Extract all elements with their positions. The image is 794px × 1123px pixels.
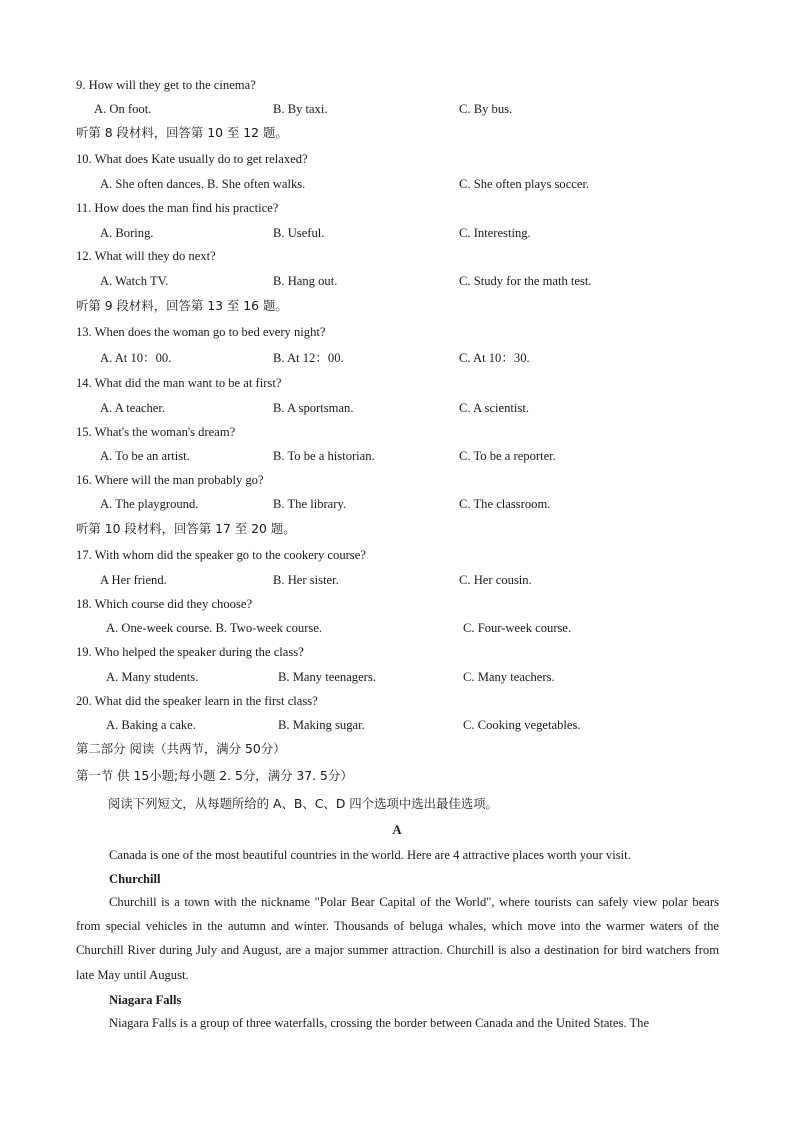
question-16: 16. Where will the man probably go? bbox=[76, 473, 264, 487]
paragraph-niagara bbox=[76, 1011, 719, 1035]
q13-option-c: C. At 10：30. bbox=[459, 351, 530, 365]
section-one-title: 第一节 供 15小题;每小题 2. 5分，满分 37. 5分） bbox=[76, 768, 353, 783]
q18-option-c: C. Four-week course. bbox=[463, 621, 572, 635]
q9-option-b: B. By taxi. bbox=[273, 102, 328, 116]
q19-option-b: B. Many teenagers. bbox=[278, 670, 376, 684]
q16-option-b: B. The library. bbox=[273, 497, 347, 511]
q9-option-c: C. By bus. bbox=[459, 102, 513, 116]
question-12: 12. What will they do next? bbox=[76, 249, 216, 263]
q15-option-a: A. To be an artist. bbox=[100, 449, 190, 463]
q19-option-c: C. Many teachers. bbox=[463, 670, 555, 684]
question-13: 13. When does the woman go to bed every night? bbox=[76, 325, 326, 339]
q13-option-b: B. At 12：00. bbox=[273, 351, 344, 365]
q11-option-b: B. Useful. bbox=[273, 226, 325, 240]
part-two-title: 第二部分 阅读（共两节，满分 50分） bbox=[76, 741, 286, 756]
q11-option-a: A. Boring. bbox=[100, 226, 154, 240]
q20-option-b: B. Making sugar. bbox=[278, 718, 365, 732]
q12-option-c: C. Study for the math test. bbox=[459, 274, 592, 288]
question-11: 11. How does the man find his practice? bbox=[76, 201, 279, 215]
q14-option-b: B. A sportsman. bbox=[273, 401, 354, 415]
question-9: 9. How will they get to the cinema? bbox=[76, 78, 256, 92]
q13-option-a: A. At 10：00. bbox=[100, 351, 172, 365]
passage-intro: Canada is one of the most beautiful countries in the world. Here are 4 attractive places worth your visit. bbox=[109, 848, 631, 862]
q10-option-c: C. She often plays soccer. bbox=[459, 177, 590, 191]
paragraph-churchill bbox=[76, 890, 719, 987]
q9-option-a: A. On foot. bbox=[94, 102, 152, 116]
heading-churchill: Churchill bbox=[109, 872, 161, 886]
q12-option-b: B. Hang out. bbox=[273, 274, 338, 288]
q20-option-c: C. Cooking vegetables. bbox=[463, 718, 581, 732]
q20-option-a: A. Baking a cake. bbox=[106, 718, 196, 732]
passage-label: A bbox=[392, 823, 402, 837]
q10-option-ab: A. She often dances. B. She often walks. bbox=[100, 177, 306, 191]
q15-option-b: B. To be a historian. bbox=[273, 449, 375, 463]
question-18: 18. Which course did they choose? bbox=[76, 597, 253, 611]
q17-option-c: C. Her cousin. bbox=[459, 573, 532, 587]
question-20: 20. What did the speaker learn in the first class? bbox=[76, 694, 318, 708]
section-10-instruction: 听第 10 段材料，回答第 17 至 20 题。 bbox=[76, 521, 296, 536]
q14-option-c: C. A scientist. bbox=[459, 401, 529, 415]
churchill-text: Churchill is a town with the nickname "Polar Bear Capital of the World", where tourists can safely view polar bears from special vehicles in the autumn and winter. Thousands of beluga whales, which move into the warmer waters of the Churchill River during July and August, are a major summer attraction. Churchill is also a destination for bird watchers from late May until August. bbox=[76, 895, 719, 982]
q11-option-c: C. Interesting. bbox=[459, 226, 531, 240]
q16-option-c: C. The classroom. bbox=[459, 497, 551, 511]
heading-niagara: Niagara Falls bbox=[109, 993, 182, 1007]
question-14: 14. What did the man want to be at first? bbox=[76, 376, 282, 390]
q19-option-a: A. Many students. bbox=[106, 670, 199, 684]
q14-option-a: A. A teacher. bbox=[100, 401, 166, 415]
q15-option-c: C. To be a reporter. bbox=[459, 449, 556, 463]
q16-option-a: A. The playground. bbox=[100, 497, 199, 511]
question-19: 19. Who helped the speaker during the class? bbox=[76, 645, 304, 659]
section-9-instruction: 听第 9 段材料，回答第 13 至 16 题。 bbox=[76, 298, 288, 313]
question-17: 17. With whom did the speaker go to the cookery course? bbox=[76, 548, 366, 562]
section-8-instruction: 听第 8 段材料，回答第 10 至 12 题。 bbox=[76, 125, 288, 140]
q12-option-a: A. Watch TV. bbox=[100, 274, 169, 288]
question-15: 15. What's the woman's dream? bbox=[76, 425, 236, 439]
reading-instruction: 阅读下列短文，从每题所给的 A、B、C、D 四个选项中选出最佳选项。 bbox=[108, 796, 498, 811]
niagara-text: Niagara Falls is a group of three waterfalls, crossing the border between Canada and the United States. The bbox=[109, 1016, 650, 1030]
q17-option-a: A Her friend. bbox=[100, 573, 167, 587]
q18-option-ab: A. One-week course. B. Two-week course. bbox=[106, 621, 323, 635]
question-10: 10. What does Kate usually do to get relaxed? bbox=[76, 152, 308, 166]
q17-option-b: B. Her sister. bbox=[273, 573, 339, 587]
